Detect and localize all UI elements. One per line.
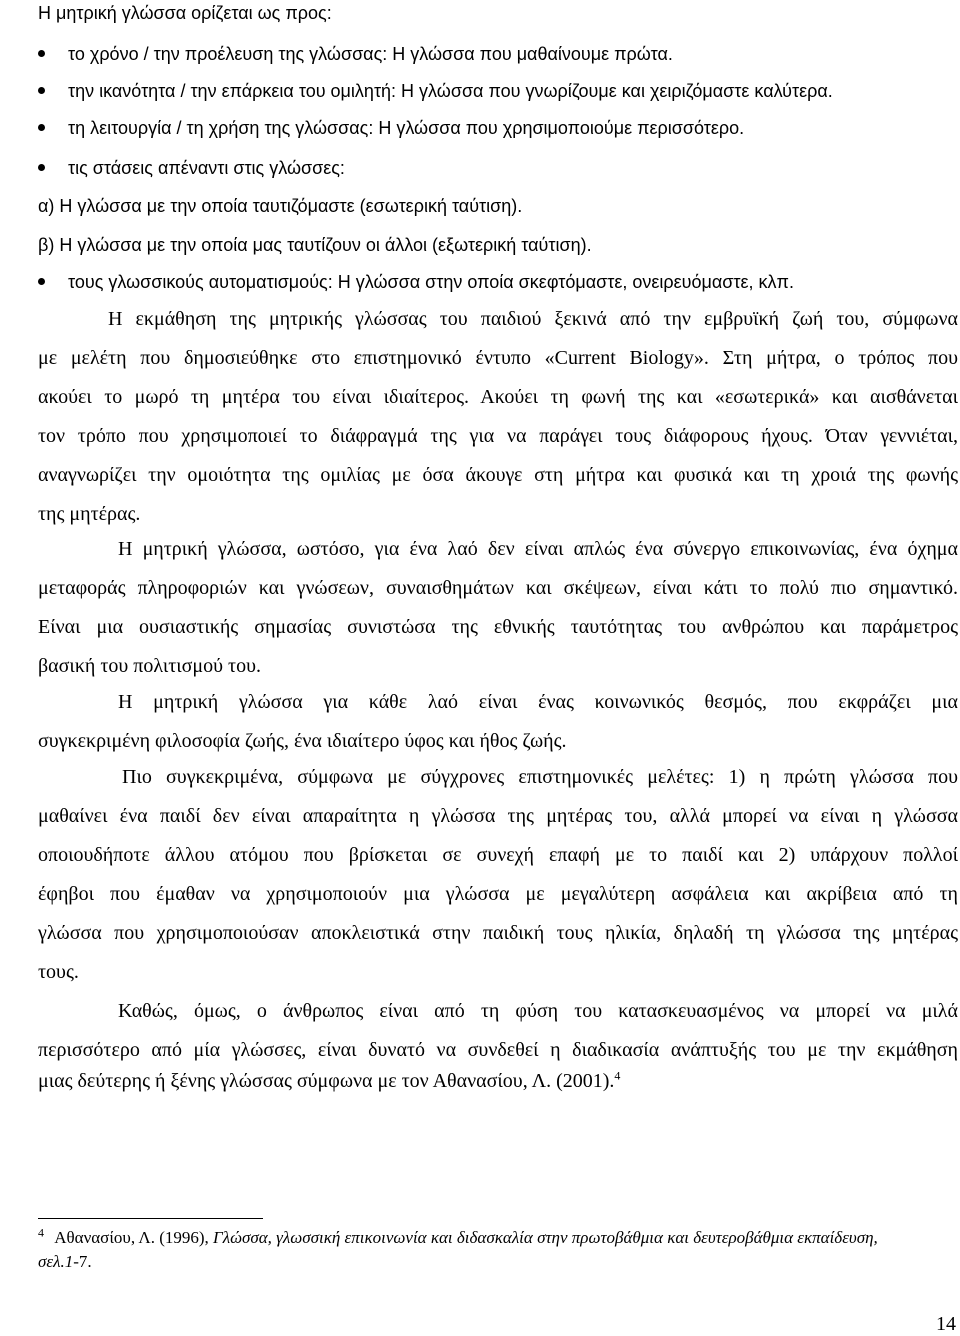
paragraph-line: μαθαίνει ένα παιδί δεν είναι απαραίτητα η γλώσσα της μητέρας του, αλλά μπορεί να είναι η γλώσσα: [38, 805, 958, 827]
paragraph-line: Καθώς, όμως, ο άνθρωπος είναι από τη φύση του κατασκευασμένος να μπορεί να μιλά: [118, 1000, 958, 1022]
paragraph-line: με μελέτη που δημοσιεύθηκε στο επιστημονικό έντυπο «Current Biology». Στη μήτρα, ο τρόπος που: [38, 347, 958, 369]
bullet-icon: [38, 164, 45, 171]
paragraph-line: τον τρόπο που χρησιμοποιεί το διάφραγμά της για να παράγει τους διάφορους ήχους. Όταν γεννιέται,: [38, 425, 958, 447]
paragraph-line-text: μιας δεύτερης ή ξένης γλώσσας σύμφωνα με τον Αθανασίου, Λ. (2001).: [38, 1070, 615, 1092]
paragraph-line: Είναι μια ουσιαστικής σημασίας συνιστώσα της εθνικής ταυτότητας του ανθρώπου και παράμετρος: [38, 616, 958, 638]
paragraph-line: περισσότερο από μία γλώσσες, είναι δυνατό να συνδεθεί η διαδικασία ανάπτυξής του με την εκμάθηση: [38, 1039, 958, 1061]
list-item-text: την ικανότητα / την επάρκεια του ομιλητή: Η γλώσσα που γνωρίζουμε και χειριζόμαστε καλύτερα.: [68, 81, 833, 101]
footnote-separator: [38, 1218, 263, 1219]
footnote-continuation: [38, 1252, 92, 1272]
paragraph-line: βασική του πολιτισμού του.: [38, 655, 261, 677]
paragraph-line: έφηβοι που έμαθαν να χρησιμοποιούν μια γλώσσα με μεγαλύτερη ασφάλεια και ακρίβεια από τη: [38, 883, 958, 905]
paragraph-line: οποιουδήποτε άλλου ατόμου που βρίσκεται σε συνεχή επαφή με το παιδί και 2) υπάρχουν πολλοί: [38, 844, 958, 866]
paragraph-line: Πιο συγκεκριμένα, σύμφωνα με σύγχρονες επιστημονικές μελέτες: 1) η πρώτη γλώσσα που: [122, 766, 958, 788]
bullet-icon: [38, 124, 45, 131]
paragraph-line: τους.: [38, 961, 79, 983]
paragraph-line: Η μητρική γλώσσα, ωστόσο, για ένα λαό δεν είναι απλώς ένα σύνεργο επικοινωνίας, ένα όχημα: [118, 538, 958, 560]
sub-item-a: α) Η γλώσσα με την οποία ταυτιζόμαστε (εσωτερική ταύτιση).: [38, 196, 523, 216]
paragraph-line: [38, 1070, 620, 1093]
paragraph-line: ακούει το μωρό τη μητέρα του είναι ιδιαίτερος. Ακούει τη φωνή της και «εσωτερικά» και αισθάνεται: [38, 386, 958, 408]
paragraph-line: Η εκμάθηση της μητρικής γλώσσας του παιδιού ξεκινά από την εμβρυϊκή ζωή του, σύμφωνα: [108, 308, 958, 330]
footnote-reference[interactable]: 4: [614, 1068, 621, 1083]
footnote-pages-tail: -7.: [73, 1252, 92, 1271]
bullet-icon: [38, 87, 45, 94]
list-item-text: τους γλωσσικούς αυτοματισμούς: Η γλώσσα στην οποία σκεφτόμαστε, ονειρευόμαστε, κλπ.: [68, 272, 794, 292]
list-item-text: τη λειτουργία / τη χρήση της γλώσσας: Η γλώσσα που χρησιμοποιούμε περισσότερο.: [68, 118, 745, 138]
paragraph-line: αναγνωρίζει την ομοιότητα της ομιλίας με όσα άκουγε στη μήτρα και φυσικά και τη χροιά της φωνής: [38, 464, 958, 486]
list-heading: Η μητρική γλώσσα ορίζεται ως προς:: [38, 3, 332, 23]
list-item-text: τις στάσεις απέναντι στις γλώσσες:: [68, 158, 345, 178]
footnote-pages: σελ.1: [38, 1252, 74, 1271]
paragraph-line: της μητέρας.: [38, 503, 141, 525]
footnote: [38, 1225, 878, 1248]
bullet-icon: [38, 50, 45, 57]
footnote-author: Αθανασίου, Λ. (1996),: [54, 1228, 209, 1247]
page-number: 14: [936, 1313, 956, 1335]
paragraph-line: μεταφοράς πληροφοριών και γνώσεων, συναισθημάτων και σκέψεων, είναι κάτι το πολύ πιο σημαντικό.: [38, 577, 958, 599]
footnote-title: Γλώσσα, γλωσσική επικοινωνία και διδασκαλία στην πρωτοβάθμια και δευτεροβάθμια εκπαίδευση,: [213, 1228, 878, 1247]
paragraph-line: συγκεκριμένη φιλοσοφία ζωής, ένα ιδιαίτερο ύφος και ήθος ζωής.: [38, 730, 567, 752]
sub-item-b: β) Η γλώσσα με την οποία μας ταυτίζουν οι άλλοι (εξωτερική ταύτιση).: [38, 235, 592, 255]
bullet-icon: [38, 278, 45, 285]
footnote-number: 4: [38, 1225, 44, 1240]
list-item-text: το χρόνο / την προέλευση της γλώσσας: Η γλώσσα που μαθαίνουμε πρώτα.: [68, 44, 673, 64]
paragraph-line: Η μητρική γλώσσα για κάθε λαό είναι ένας κοινωνικός θεσμός, που εκφράζει μια: [118, 691, 958, 713]
paragraph-line: γλώσσα που χρησιμοποιούσαν αποκλειστικά στην παιδική τους ηλικία, δηλαδή τη γλώσσα της μητέρας: [38, 922, 958, 944]
